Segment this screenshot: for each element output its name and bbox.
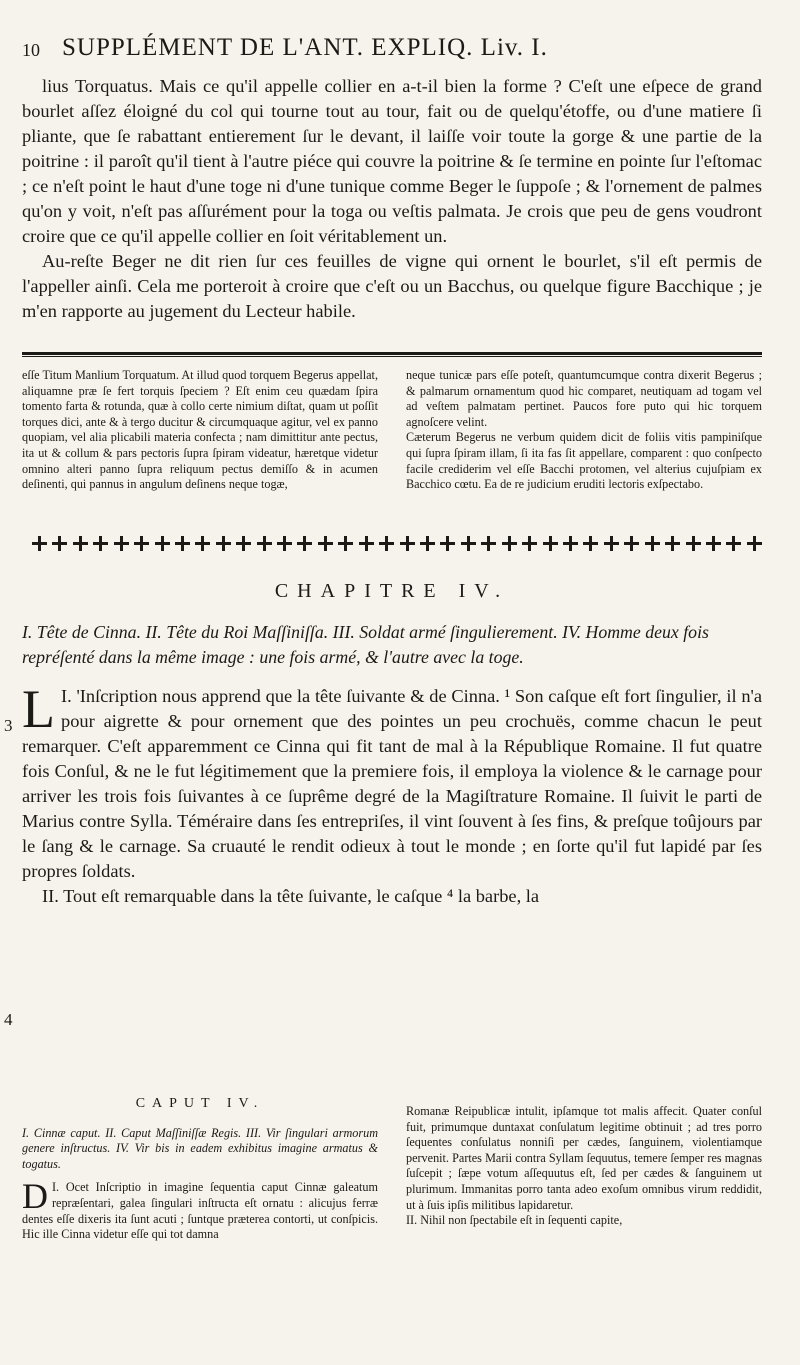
ornament-cross-icon [175,536,190,551]
ornament-cross-icon [481,536,496,551]
ornament-cross-icon [747,536,762,551]
ornament-cross-icon [73,536,88,551]
ornament-cross-icon [52,536,67,551]
caput-right-column: Romanæ Reipublicæ intulit, ipſamque tot malis affecit. Quater conſul fuit, primumque duntaxat conſulatum legitime obtinuit ; ad tres porro ſequentes conſulatus nonniſi per cædes, ſanguinem, violentiamque pervenit. Partes Marii contra Syllam ſequutus, temere ſemper res magnas ſuſcepit ; ſæpe votum aſſequutus eſt, ſed per cædes & ſanguinem ut plurimum. Immanitas porro tanta adeo exoſum omnibus virum reddidit, ut à ſuis ipſis militibus lapidaretur. II. Nihil non ſpectabile eſt in ſequenti capite, [406,1104,762,1228]
ornament-cross-icon [400,536,415,551]
ornament-cross-icon [338,536,353,551]
latin-notes-right-column: neque tunicæ pars eſſe poteſt, quantumcumque contra dixerit Begerus ; & palmarum ornamentum quod hic comparet, neutiquam ad togam vel ad veſtem palmatam pertinet. Paucos fore puto qui hic torquem agnoſcere velint. Cæterum Begerus ne verbum quidem dicit de foliis vitis pampiniſque qui ſupra ſpiram illam, ſi ita fas ſit appellare, comparent : quo conſpecto facile crediderim vel eſſe Bacchi protomen, vel alterius cujuſpiam ex Bacchico cœtu. Ea de re judicium eruditi lectoris exſpectabo. [406,368,762,492]
ornament-cross-icon [706,536,721,551]
ornament-cross-icon [461,536,476,551]
ornament-cross-icon [318,536,333,551]
ornament-cross-icon [440,536,455,551]
caput-dropcap-letter: D [22,1176,48,1217]
ornament-cross-icon [543,536,558,551]
main-paragraph-2: Au-reſte Beger ne dit rien ſur ces feuilles de vigne qui ornent le bourlet, s'il eſt permis de l'appeller ainſi. Cela me porteroit à croire que c'eſt ou un Bacchus, ou quelque figure Bacchique ; je m'en rapporte au jugement du Lecteur habile. [22,251,762,321]
latin-notes-left-column: eſſe Titum Manlium Torquatum. At illud quod torquem Begerus appellat, aliquamne præ ſe fert torquis ſpeciem ? Eſt enim ceu quædam ſpira tomento farta & rotunda, quæ à collo certe nimium diſtat, quam ut poſſit torques dici, ante & à tergo ducitur & circumquaque agitur, vel ex panno quopiam, vel alia plicabili materia confecta ; nam dimittitur ante pectus, ita ut & collum & pars pectoris ſupra ſpiram videatur, hæretque videtur omnino alteri panno ſupra reliquum pectus demiſſo & in acumen deſinenti, qui pannus in angulum deſinens neque togæ, [22,368,378,492]
running-head [22,34,778,68]
ornament-cross-icon [297,536,312,551]
main-french-text [22,74,762,324]
ornament-cross-icon [277,536,292,551]
margin-note-number: 4 [4,1010,13,1029]
ornament-cross-icon [32,536,47,551]
ornament-cross-icon [114,536,129,551]
chapter-summary: I. Tête de Cinna. II. Tête du Roi Maſſiniſſa. III. Soldat armé ſingulierement. IV. Homme deux fois repréſenté dans la même image : une fois armé, & l'autre avec la toge. [22,622,709,667]
ornament-cross-icon [155,536,170,551]
chapter-body [22,679,762,909]
ornament-cross-icon [257,536,272,551]
caput-heading: CAPUT IV. [135,1096,265,1111]
ornament-cross-icon [236,536,251,551]
ornament-cross-icon [134,536,149,551]
ornament-cross-icon [502,536,517,551]
ornament-cross-icon [665,536,680,551]
ornament-band [32,534,762,552]
ornament-cross-icon [359,536,374,551]
running-title: SUPPLÉMENT DE L'ANT. EXPLIQ. Liv. I. [62,34,548,61]
chapter-heading: CHAPITRE IV. [274,580,510,602]
ornament-cross-icon [420,536,435,551]
ornament-cross-icon [645,536,660,551]
ornament-cross-icon [216,536,231,551]
section-rule [22,352,762,355]
ornament-cross-icon [583,536,598,551]
caput-left-column [22,1096,378,1243]
chapter-paragraph-2: II. Tout eſt remarquable dans la tête ſuivante, le caſque ⁴ la barbe, la [42,886,540,906]
book-page [4,0,778,1365]
caput-body-left: I. Ocet Inſcriptio in imagine ſequentia caput Cinnæ galeatum repræſentari, galea ſingulari inſtructa eſt ornatu : alicujus ferræ dentes eſſe dixeris ita ſunt acuti ; ſuntque præterea contorti, ut conſpicis. Hic ille Cinna videtur eſſe qui tot damna [22,1180,378,1242]
ornament-cross-icon [195,536,210,551]
ornament-cross-icon [563,536,578,551]
dropcap-letter: L [22,679,55,739]
ornament-cross-icon [686,536,701,551]
ornament-cross-icon [726,536,741,551]
chapter-paragraph-1: I. 'Inſcription nous apprend que la tête ſuivante & de Cinna. ¹ Son caſque eſt fort ſingulier, il n'a pour aigrette & pour ornement que des pointes un peu crochuës, comme chacun le peut remarquer. C'eſt apparemment ce Cinna qui fit tant de mal à la République Romaine. Il fut quatre fois Conſul, & ne le fut légitimement que la premiere fois, il employa la violence & le carnage pour arriver les trois fois ſuivantes à ce ſuprême degré de la Magiſtrature Romaine. Il ſuivit le parti de Marius contre Sylla. Téméraire dans ſes entrepriſes, il vint ſouvent à ſes fins, & preſque toûjours par le ſang & le carnage. Sa cruauté le rendit odieux à tout le monde ; en ſorte qu'il fut lapidé par ſes propres ſoldats. [22,686,762,881]
page-number: 10 [22,40,40,60]
ornament-cross-icon [604,536,619,551]
margin-note-number: 3 [4,716,13,735]
ornament-cross-icon [522,536,537,551]
ornament-cross-icon [93,536,108,551]
ornament-cross-icon [379,536,394,551]
section-rule-thin [22,356,762,357]
main-paragraph-1: lius Torquatus. Mais ce qu'il appelle collier en a-t-il bien la forme ? C'eſt une eſpece de grand bourlet aſſez éloigné du col qui tourne tout au tour, fait ou de quelqu'étoffe, ou d'une matiere ſi pliante, que ſe rabattant entierement ſur le devant, il laiſſe voir toute la gorge & une partie de la poitrine : il paroît qu'il tient à l'autre piéce qui couvre la poitrine & ſe termine en pointe ſur l'eſtomac ; ce n'eſt point le haut d'une toge ni d'une tunique comme Beger le ſuppoſe ; & l'ornement de palmes qu'on y voit, n'eſt pas aſſurément pour la toga ou veſtis palmata. Je crois que peu de gens voudront croire que ce qu'il appelle collier en ſoit véritablement un. [22,76,762,246]
caput-summary: I. Cinnæ caput. II. Caput Maſſiniſſæ Regis. III. Vir ſingulari armorum genere inſtructus. IV. Vir bis in eadem exhibitus imagine armatus & togatus. [22,1125,378,1171]
ornament-cross-icon [624,536,639,551]
